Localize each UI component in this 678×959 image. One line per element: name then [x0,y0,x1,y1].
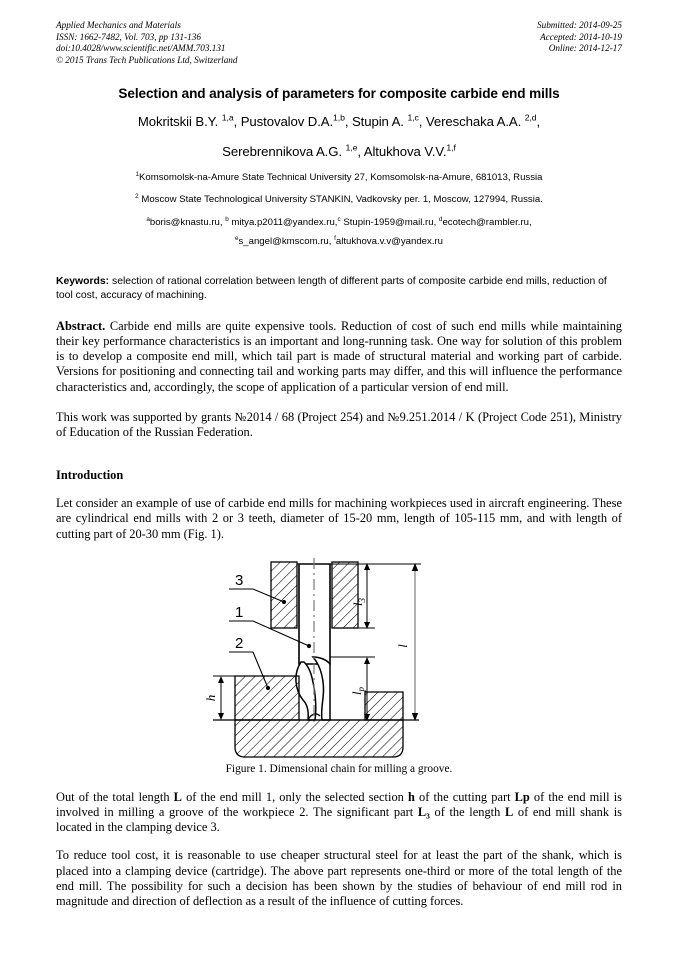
author-affil-marker: 1,f [446,142,456,153]
section-heading-introduction: Introduction [56,468,124,483]
keywords-label: Keywords: [56,276,110,287]
figure-1 [56,554,622,775]
inline-symbol: L [173,789,182,804]
dim-arrow-lp-top [364,657,370,664]
author-affil-marker: 1,e [345,142,358,153]
dim-label-l: l [395,644,410,648]
inline-text: Out of the total length [56,789,174,804]
author-name: Mokritskii B.Y. [137,114,222,129]
email-address[interactable]: mitya.p2011@yandex.ru, [228,217,338,228]
email-marker: c [337,215,341,223]
dim-arrow-h-bottom [218,713,224,720]
abstract-label: Abstract. [56,318,106,333]
author-entry [234,114,345,129]
inline-symbol: Lp [514,789,530,804]
email-line-1 [56,217,622,228]
author-name: , Pustovalov D.A. [233,114,334,129]
author-name: , [536,114,541,129]
para-total-length [56,790,622,836]
clamp-block-right [332,562,358,628]
email-address[interactable]: altukhova.v.v@yandex.ru [335,236,444,247]
dim-label-lp: $l_p$ [349,686,366,695]
inline-symbol: L₃ [417,805,430,820]
author-entry [357,144,455,159]
workpiece-right-shoulder [365,692,403,720]
affiliation-text: Komsomolsk-na-Amure State Technical University 27, Komsomolsk-na-Amure, 681013, Russia [139,172,543,183]
clamp-block-left [271,562,297,628]
email-address[interactable]: Stupin-1959@mail.ru, [340,217,439,228]
email-address[interactable]: ecotech@rambler.ru, [442,217,532,228]
email-address[interactable]: s_angel@kmscom.ru, [238,236,335,247]
inline-text: of the end mill is involved in milling a groove of the workpiece 2. The significant part [56,789,623,820]
affiliation-text: Moscow State Technological University STANKIN, Vadkovsky per. 1, Moscow, 127994, Russia. [138,194,543,205]
author-name: , Stupin A. [344,114,408,129]
email-address[interactable]: boris@knastu.ru, [149,217,226,228]
dim-arrow-h-top [218,676,224,683]
figure-1-drawing [189,554,489,759]
journal-header-right [537,20,622,55]
callout-1-dot [307,644,311,648]
journal-issn: ISSN: 1662-7482, Vol. 703, pp 131-136 [56,31,201,42]
email-marker: a [146,215,150,223]
affiliation-marker: 1 [135,170,140,178]
introduction-paragraph: Let consider an example of use of carbide end mills for machining workpieces used in aircraft engineering. These are cylindrical end mills with 2 or 3 teeth, diameter of 15-20 mm, length of 105-115 mm, and with length of cutting part of 20-30 mm (Fig. 1). [56,496,622,541]
author-name: , Altukhova V.V. [357,144,447,159]
author-entry [138,114,234,129]
affiliation-2 [56,194,622,205]
inline-symbol: h [407,789,415,804]
author-affil-marker: 1,a [221,112,234,123]
email-line-2 [56,236,622,247]
journal-header-left [56,20,237,66]
abstract-block [56,319,622,395]
author-name: , Vereschaka A.A. [418,114,525,129]
author-line-1 [56,114,622,129]
author-entry [419,114,537,129]
page-title: Selection and analysis of parameters for composite carbide end mills [118,86,560,101]
email-marker: f [334,234,336,242]
dim-label-l3: $l_3$ [350,597,367,606]
inline-text: of the end mill 1, only the selected section [181,789,408,804]
author-line-2 [56,144,622,159]
workpiece-left-shoulder [235,676,299,720]
callout-label-2: 2 [235,634,244,652]
author-name: Serebrennikova A.G. [222,144,346,159]
inline-text: To reduce tool cost, it is reasonable to use cheaper structural steel for at least the part of the shank, which is placed into a clamping device (cartridge). The above part represents one-third or more of the total length of the end mill. The possibility for such a decision has been shown by the studies of behaviour of end mill rod in magnitude and direction of deflection as a result of the influence of cutting forces. [56,848,622,909]
callout-label-3: 3 [235,571,244,589]
author-affil-marker: 1,b [333,112,345,123]
journal-header [56,20,622,72]
workpiece-base [235,720,403,757]
email-marker: e [234,234,239,242]
affiliation-1 [56,172,622,183]
journal-name: Applied Mechanics and Materials [56,20,181,30]
journal-copyright: © 2015 Trans Tech Publications Ltd, Switzerland [56,54,238,65]
figure-1-caption: Figure 1. Dimensional chain for milling a groove. [225,762,453,775]
abstract-text: Carbide end mills are quite expensive tools. Reduction of cost of such end mills while maintaining their key performance characteristics is an important and long-running task. One way for solution of this problem is to develop a composite end mill, which tail part is made of structural material and working part of carbide. Versions for positioning and connecting tail and working parts may differ, and this will influence the performance characteristics and, accordingly, the scope of application of a particular version of end mill. [56,318,622,394]
callout-2-dot [266,686,270,690]
inline-symbol: L [504,805,514,820]
funding-note: This work was supported by grants №2014 / 68 (Project 254) and №9.251.2014 / K (Project Code 251), Ministry of Education of the Russian Federation. [56,409,622,440]
submitted-date: Submitted: 2014-09-25 [537,20,622,30]
author-entry [345,114,419,129]
author-entry [537,114,541,129]
callout-3-dot [282,600,286,604]
author-entry [222,144,357,159]
email-marker: d [438,215,443,223]
author-affil-marker: 2,d [524,112,537,123]
journal-doi: doi:10.4028/www.scientific.net/AMM.703.131 [56,43,226,54]
online-date: Online: 2014-12-17 [548,43,622,54]
email-marker: b [225,215,229,223]
dim-label-h: h [203,694,218,702]
author-affil-marker: 1,c [407,112,419,123]
keywords-text: selection of rational correlation between length of different parts of composite carbide end mills, reduction of tool cost, accuracy of machining. [56,276,607,302]
inline-text: of the length [429,805,505,820]
para-reduce-cost [56,848,622,909]
keywords-block [56,275,622,304]
inline-text: of end mill shank is located in the clamping device 3. [56,805,622,835]
inline-text: of the cutting part [414,789,515,804]
affiliation-marker: 2 [135,192,139,200]
callout-label-1: 1 [235,603,244,621]
accepted-date: Accepted: 2014-10-19 [540,31,622,42]
